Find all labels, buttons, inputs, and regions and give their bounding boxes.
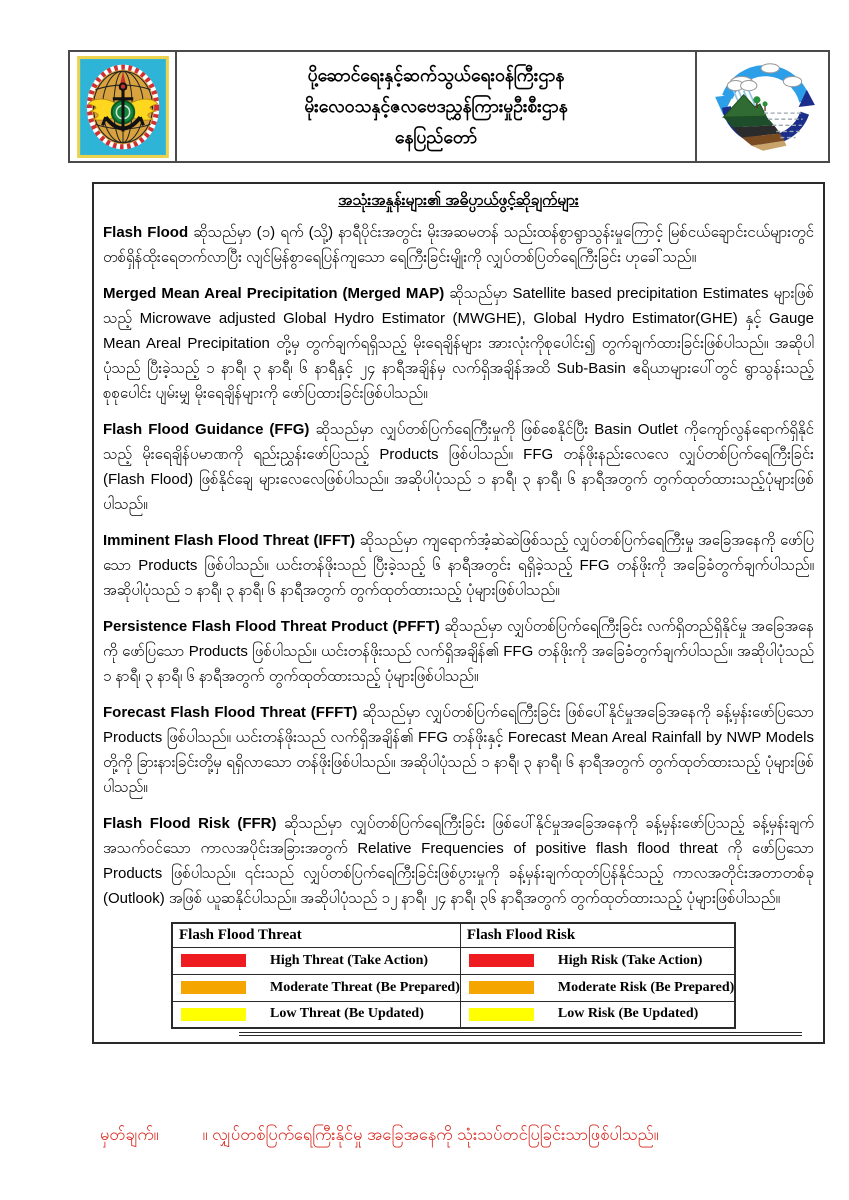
paragraph-text: ဆိုသည်မှာ Satellite based precipitation Estimates များဖြစ်သည့် Microwave adjusted Global Hydro Estimator (MWGHE), Global Hydro Estimator(GHE) နှင့် Gauge Mean Areal Precipitation တို့မှ တွက်ချက်ရရှိသည့် မိုးရေချိန်များ အားလုံးကိုစုပေါင်း၍ တွက်ချက်ထားခြင်းဖြစ်ပါသည်။ အဆိုပါပုံသည် ပြီးခဲ့သည့် ၁ နာရီ၊ ၃ နာရီ၊ ၆ နာရီနှင့် ၂၄ နာရီအချိန်မှ လက်ရှိအချိန်အထိ Sub-Basin ဧရိယာများပေါ်တွင် ရွာသွန်းသည့် စုစုပေါင်း ပျမ်းမျှ မိုးရေချိန်များကို ဖော်ပြထားခြင်းဖြစ်ပါသည်။ [103,285,814,402]
ministry-logo-cell [70,52,177,161]
remark-text: ။ လျှပ်တစ်ပြက်ရေကြီးနိုင်မှု အခြေအနေကို သုံးသပ်တင်ပြခြင်းသာဖြစ်ပါသည်။ [202,1126,659,1144]
term-pfft: Persistence Flash Flood Threat Product (PFFT) [103,618,440,635]
page-title: အသုံးအနှုန်းများ၏ အဓိပ္ပာယ်ဖွင့်ဆိုချက်များ [338,192,579,209]
paragraph-text: ဆိုသည်မှာ ကျရောက်အံ့ဆဲဆဲဖြစ်သည့် လျှပ်တစ်ပြက်ရေကြီးမှု အခြေအနေကို ဖော်ပြသော Products ဖြစ်ပါသည်။ ယင်းတန်ဖိုးသည် ပြီးခဲ့သည့် ၆ နာရီအတွင်း ရရှိခဲ့သည့် FFG တန်ဖိုးကို အခြေခံတွက်ချက်ပါသည်။ အဆိုပါပုံသည် ၁ နာရီ၊ ၃ နာရီ၊ ၆ နာရီအတွက် တွက်ထုတ်ထားသည့် ပုံများဖြစ်ပါသည်။ [103,532,814,599]
paragraph-ffr [103,811,814,911]
high-risk-swatch [469,954,534,967]
moderate-threat-swatch [181,981,246,994]
moderate-risk-swatch [469,981,534,994]
dmh-logo-cell [695,52,828,161]
city-line: နေပြည်တော် [394,127,478,147]
hydrology-logo-icon [707,56,819,158]
table-row-high [172,947,735,974]
paragraph-pfft [103,614,814,689]
term-ffg: Flash Flood Guidance (FFG) [103,421,310,438]
moderate-threat-label: Moderate Threat (Be Prepared) [270,979,460,995]
tree-icon [753,96,760,103]
paragraph-ifft [103,528,814,603]
tree-icon [762,101,767,106]
low-threat-label: Low Threat (Be Updated) [270,1006,424,1022]
paragraph-text: ဆိုသည်မှာ လျှပ်တစ်ပြက်ရေကြီးခြင်း လက်ရှိတည်ရှိနိုင်မှု အခြေအနေကို ဖော်ပြသော Products ဖြစ်ပါသည်။ ယင်းတန်ဖိုးသည် လက်ရှိအချိန်၏ FFG တန်ဖိုးကို အခြေခံတွက်ချက်ပါသည်။ အဆိုပါပုံသည် ၁ နာရီ၊ ၃ နာရီ၊ ၆ နာရီအတွက် တွက်ထုတ်ထားသည့် ပုံများဖြစ်ပါသည်။ [103,618,815,685]
paragraph-ffg [103,417,814,517]
letterhead [68,50,830,163]
term-ffft: Forecast Flash Flood Threat (FFFT) [103,704,358,721]
remark-note [100,1122,800,1148]
ministry-name-line: ပို့ဆောင်ရေးနှင့်ဆက်သွယ်ရေးဝန်ကြီးဌာန [307,65,565,85]
high-threat-label: High Threat (Take Action) [270,952,429,968]
soil-layers [723,116,786,151]
definitions-box [92,182,825,1044]
low-threat-swatch [181,1008,246,1021]
legend-table-wrap [171,922,734,1036]
table-header-row [172,923,735,947]
paragraph-ffft [103,700,814,800]
low-risk-swatch [469,1008,534,1021]
ministry-logo-icon [77,56,169,158]
threat-risk-table [171,922,736,1029]
table-row-moderate [172,974,735,1001]
header-flash-flood-threat: Flash Flood Threat [172,923,460,947]
term-ffr: Flash Flood Risk (FFR) [103,815,277,832]
low-risk-label: Low Risk (Be Updated) [557,1006,699,1022]
term-ifft: Imminent Flash Flood Threat (IFFT) [103,532,356,549]
department-name-line: မိုးလေဝသနှင့်ဇလဗေဒညွှန်ကြားမှုဦးစီးဌာန [304,96,568,116]
paragraph-merged-map [103,281,814,406]
term-flash-flood: Flash Flood [103,224,189,241]
letterhead-title [177,52,695,161]
high-risk-label: High Risk (Take Action) [557,952,703,968]
table-double-rule [239,1032,802,1036]
paragraph-text: ဆိုသည်မှာ လျှပ်တစ်ပြက်ရေကြီးခြင်း ဖြစ်ပေါ်နိုင်မှုအခြေအနေကို ခန့်မှန်းဖော်ပြသည့် ခန့်မှန်းချက် အသက်ဝင်သော ကာလအပိုင်းအခြားအတွက် Relative Frequencies of positive flash flood threat ကို ဖော်ပြသော Products ဖြစ်ပါသည်။ ၎င်းသည် လျှပ်တစ်ပြက်ရေကြီးခြင်းဖြစ်ပွားမှုကို ခန့်မှန်းချက်ထုတ်ပြန်နိုင်သည့် ကာလအတိုင်းအတာတစ်ခု (Outlook) အဖြစ် ယူဆနိုင်ပါသည်။ အဆိုပါပုံသည် ၁၂ နာရီ၊ ၂၄ နာရီ၊ ၃၆ နာရီအတွက် တွက်ထုတ်ထားသည့် ပုံများဖြစ်ပါသည်။ [103,815,814,907]
moderate-risk-label: Moderate Risk (Be Prepared) [557,979,735,995]
paragraph-text: ဆိုသည်မှာ လျှပ်တစ်ပြက်ရေကြီးခြင်း ဖြစ်ပေါ်နိုင်မှုအခြေအနေကို ခန့်မှန်းဖော်ပြသော Products ဖြစ်ပါသည်။ ယင်းတန်ဖိုးသည် လက်ရှိအချိန်၏ FFG တန်ဖိုးနှင့် Forecast Mean Areal Rainfall by NWP Models တို့ကို ခြားနားခြင်းတို့မှ ရရှိလာသော တန်ဖိုးဖြစ်ပါသည်။ အဆိုပါပုံသည် ၁ နာရီ၊ ၃ နာရီ၊ ၆ နာရီအတွက် တွက်ထုတ်ထားသည့် ပုံများဖြစ်ပါသည်။ [103,704,814,796]
high-threat-swatch [181,954,246,967]
paragraph-text: ဆိုသည်မှာ (၁) ရက် (သို့) နာရီပိုင်းအတွင်း မိုးအဆမတန် သည်းထန်စွာရွာသွန်းမှုကြောင့် မြစ်ငယ်ချောင်းငယ်များတွင် တစ်ရှိန်ထိုးရေတက်လာပြီး လျင်မြန်စွာရေပြန်ကျသော ရေကြီးခြင်းမျိုးကို လျှပ်တစ်ပြတ်ရေကြီးခြင်း ဟုခေါ်သည်။ [103,224,814,266]
remark-label: မှတ်ချက်။ [100,1126,159,1144]
term-merged-map: Merged Mean Areal Precipitation (Merged MAP) [103,285,445,302]
header-flash-flood-risk: Flash Flood Risk [460,923,735,947]
paragraph-flash-flood [103,220,814,270]
table-row-low [172,1001,735,1028]
paragraph-text: ဆိုသည်မှာ လျှပ်တစ်ပြက်ရေကြီးမှုကို ဖြစ်စေနိုင်ပြီး Basin Outlet ကိုကျော်လွန်ရောက်ရှိနိုင်သည့် မိုးရေချိန်ပမာဏကို ရည်းညွှန်းဖော်ပြသည့် Products ဖြစ်ပါသည်။ FFG တန်ဖိုးနည်းလေလေ လျှပ်တစ်ပြက်ရေကြီးခြင်း (Flash Flood) ဖြစ်နိုင်ချေ များလေလေဖြစ်ပါသည်။ အဆိုပါပုံသည် ၁ နာရီ၊ ၃ နာရီ၊ ၆ နာရီအတွက် တွက်ထုတ်ထားသည့်ပုံများဖြစ်ပါသည်။ [103,421,814,513]
cloud-icon [727,63,801,90]
